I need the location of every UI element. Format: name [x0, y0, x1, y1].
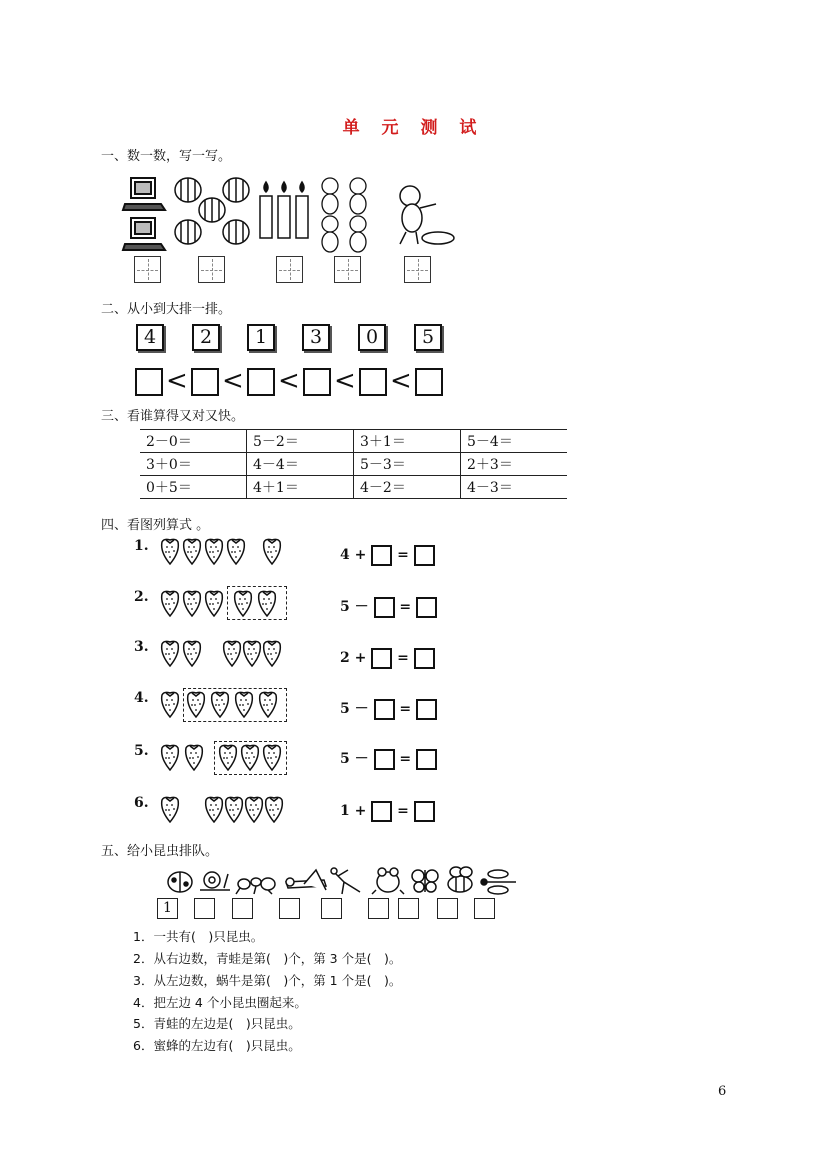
sort-answer-box[interactable]: [191, 368, 219, 396]
insects-row: [164, 862, 524, 896]
strawberry-icon: [160, 796, 290, 826]
insect-order-box[interactable]: 1: [157, 898, 178, 919]
insect-order-box[interactable]: [398, 898, 419, 919]
count-box[interactable]: [198, 256, 225, 283]
section5-heading: 五、给小昆虫排队。: [101, 844, 219, 859]
less-than-symbol: <: [222, 366, 244, 396]
sort-answer-box[interactable]: [135, 368, 163, 396]
answer-box[interactable]: [371, 648, 392, 669]
calc-cell[interactable]: 5－3＝: [354, 453, 461, 476]
operand: 5: [340, 599, 350, 615]
answer-box[interactable]: [374, 699, 395, 720]
question-item: 3．从左边数，蜗牛是第( )个，第 1 个是( )。: [133, 973, 402, 988]
operand: 5: [340, 751, 350, 767]
mantis-icon: [331, 868, 360, 894]
grasshopper-icon: [286, 870, 326, 890]
sort-answer-box[interactable]: [303, 368, 331, 396]
number-card: 3: [302, 324, 330, 351]
section4-heading: 四、看图列算式 。: [101, 518, 210, 533]
sort-answer-box[interactable]: [415, 368, 443, 396]
question-number: 5.: [134, 743, 149, 759]
less-than-symbol: <: [390, 366, 412, 396]
equation-2: [340, 595, 437, 619]
less-than-symbol: <: [334, 366, 356, 396]
sort-answer-box[interactable]: [359, 368, 387, 396]
equation-6: [340, 799, 435, 823]
answer-box[interactable]: [371, 545, 392, 566]
answer-box[interactable]: [371, 801, 392, 822]
strawberry-icon: [160, 744, 210, 774]
calc-cell[interactable]: 2＋3＝: [461, 453, 568, 476]
monkey-icon: [392, 182, 456, 248]
equals-sign: =: [399, 599, 412, 615]
question-item: 2．从右边数，青蛙是第( )个，第 3 个是( )。: [133, 951, 402, 966]
question-item: 1．一共有( )只昆虫。: [133, 929, 264, 944]
answer-box[interactable]: [416, 699, 437, 720]
operator: －: [354, 751, 369, 767]
equals-sign: =: [397, 547, 409, 563]
calc-cell[interactable]: 4＋1＝: [247, 476, 354, 499]
number-card: 2: [192, 324, 220, 351]
calc-cell[interactable]: 5－4＝: [461, 430, 568, 453]
answer-box[interactable]: [414, 545, 435, 566]
number-card: 0: [358, 324, 386, 351]
answer-box[interactable]: [374, 749, 395, 770]
number-card: 1: [247, 324, 275, 351]
question-item: 6．蜜蜂的左边有( )只昆虫。: [133, 1038, 301, 1053]
question-item: 5．青蛙的左边是( )只昆虫。: [133, 1016, 301, 1031]
calc-cell[interactable]: 4－4＝: [247, 453, 354, 476]
answer-box[interactable]: [416, 597, 437, 618]
insect-order-box[interactable]: [368, 898, 389, 919]
answer-box[interactable]: [416, 749, 437, 770]
equation-1: [340, 543, 435, 567]
equation-5: [340, 747, 437, 771]
operand: 2: [340, 650, 350, 666]
candle-icon: [258, 180, 314, 242]
calc-cell[interactable]: 3＋1＝: [354, 430, 461, 453]
strawberry-icon: [160, 538, 290, 568]
section3-heading: 三、看谁算得又对又快。: [101, 409, 245, 424]
less-than-symbol: <: [278, 366, 300, 396]
dragonfly-icon: [481, 870, 516, 894]
butterfly-icon: [412, 870, 438, 892]
sort-answer-box[interactable]: [247, 368, 275, 396]
insect-order-box[interactable]: [194, 898, 215, 919]
operand: 4: [340, 547, 350, 563]
calc-cell[interactable]: 2－0＝: [140, 430, 247, 453]
count-box[interactable]: [404, 256, 431, 283]
operand: 1: [340, 803, 350, 819]
section1-heading: 一、数一数，写一写。: [101, 149, 232, 164]
operator: +: [354, 547, 367, 563]
section2-heading: 二、从小到大排一排。: [101, 302, 232, 317]
bear-icon: [318, 176, 374, 254]
number-card: 5: [414, 324, 442, 351]
calc-cell[interactable]: 5－2＝: [247, 430, 354, 453]
snail-icon: [200, 872, 230, 890]
less-than-symbol: <: [166, 366, 188, 396]
equation-3: [340, 646, 435, 670]
bee-icon: [448, 867, 472, 892]
insect-order-box[interactable]: [437, 898, 458, 919]
equals-sign: =: [399, 701, 412, 717]
calc-cell[interactable]: 4－3＝: [461, 476, 568, 499]
equation-4: [340, 697, 437, 721]
insect-order-box[interactable]: [321, 898, 342, 919]
calculation-table: [140, 429, 567, 499]
question-item: 4．把左边 4 个小昆虫圈起来。: [133, 995, 307, 1010]
operand: 5: [340, 701, 350, 717]
page-number: 6: [718, 1084, 727, 1099]
question-number: 1.: [134, 538, 149, 554]
count-box[interactable]: [134, 256, 161, 283]
strawberry-icon: [218, 744, 288, 774]
strawberry-icon: [160, 640, 290, 670]
operator: +: [354, 650, 367, 666]
question-number: 3.: [134, 639, 149, 655]
ant-icon: [236, 878, 275, 894]
answer-box[interactable]: [414, 801, 435, 822]
lantern-icon: [172, 174, 254, 254]
question-number: 2.: [134, 589, 149, 605]
equals-sign: =: [399, 751, 412, 767]
equals-sign: =: [397, 803, 409, 819]
insect-order-box[interactable]: [232, 898, 253, 919]
number-card: 4: [136, 324, 164, 351]
question-number: 6.: [134, 795, 149, 811]
insect-order-box[interactable]: [474, 898, 495, 919]
frog-icon: [372, 868, 404, 894]
operator: －: [354, 701, 369, 717]
equals-sign: =: [397, 650, 409, 666]
ladybug-icon: [168, 872, 192, 892]
strawberry-icon: [160, 691, 290, 721]
question-number: 4.: [134, 690, 149, 706]
calc-cell[interactable]: 3＋0＝: [140, 453, 247, 476]
calc-cell[interactable]: 0＋5＝: [140, 476, 247, 499]
count-box[interactable]: [276, 256, 303, 283]
computer-icon: [121, 174, 171, 254]
insect-order-box[interactable]: [279, 898, 300, 919]
operator: +: [354, 803, 367, 819]
strawberry-icon: [233, 590, 283, 620]
strawberry-icon: [160, 590, 230, 620]
calc-cell[interactable]: 4－2＝: [354, 476, 461, 499]
operator: －: [354, 599, 369, 615]
page-title: 单 元 测 试: [342, 118, 485, 138]
answer-box[interactable]: [374, 597, 395, 618]
answer-box[interactable]: [414, 648, 435, 669]
count-box[interactable]: [334, 256, 361, 283]
